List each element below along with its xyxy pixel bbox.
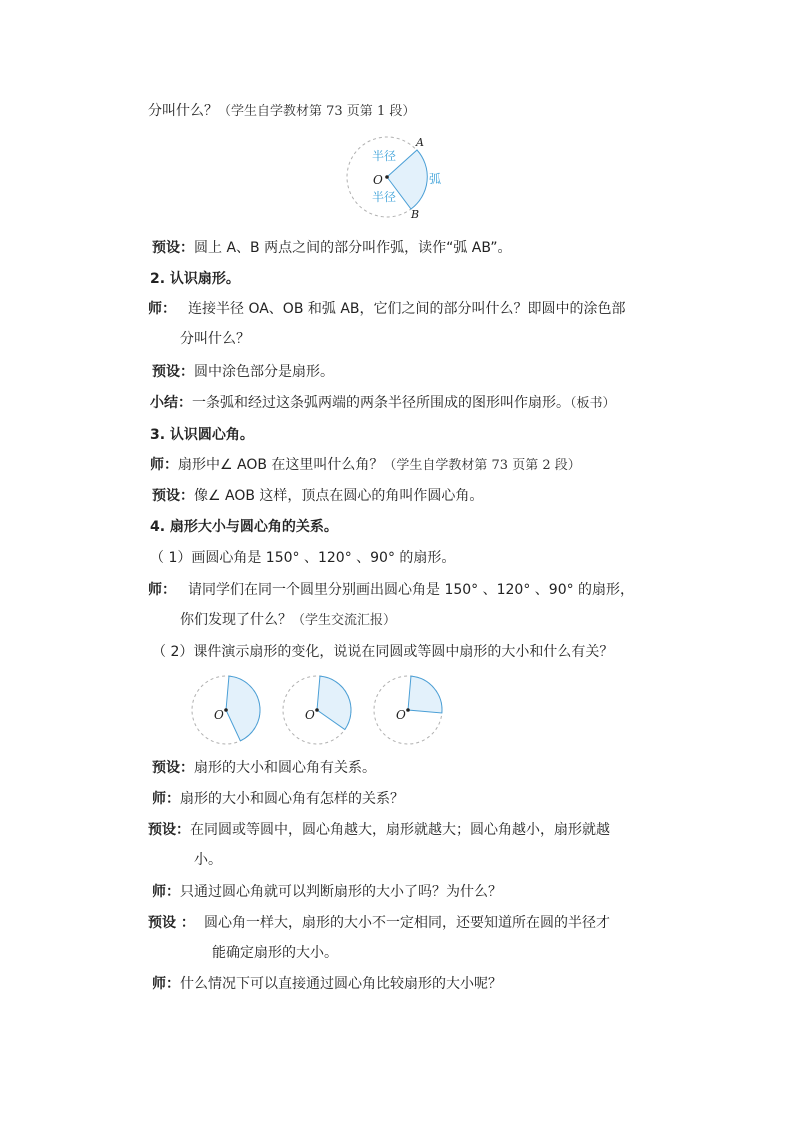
label-radius-bottom: 半径 xyxy=(372,190,397,204)
step-1: （ 1）画圆心角是 150° 、120° 、90° 的扇形。 xyxy=(150,550,456,566)
teacher-4 xyxy=(152,789,404,809)
preset-4-text: 扇形的大小和圆心角有关系。 xyxy=(194,760,376,776)
teacher-3 xyxy=(148,580,634,600)
preset-6-label: 预设 ： xyxy=(148,915,195,931)
summary-note: （板书） xyxy=(570,396,616,411)
teacher-2-text: 扇形中∠ AOB 在这里叫什么角？ xyxy=(178,457,384,473)
preset-5-line2: 小。 xyxy=(194,852,222,868)
preset-2-label: 预设： xyxy=(152,364,194,380)
teacher-1-line1: 连接半径 OA、OB 和弧 AB，它们之间的部分叫什么？即圆中的涂色部 xyxy=(188,301,626,317)
preset-1 xyxy=(152,238,511,258)
preset-4-label: 预设： xyxy=(152,760,194,776)
preset-1-label: 预设： xyxy=(152,240,194,256)
preset-5 xyxy=(148,820,610,840)
label-point-a: A xyxy=(416,136,424,149)
label-point-o: O xyxy=(373,173,383,187)
teacher-6-label: 师： xyxy=(152,976,180,992)
teacher-2-label: 师： xyxy=(150,457,178,473)
teacher-5 xyxy=(152,882,502,902)
teacher-2-note: （学生自学教材第 73 页第 2 段） xyxy=(383,458,581,473)
teacher-6-text: 什么情况下可以直接通过圆心角比较扇形的大小呢？ xyxy=(180,976,502,992)
teacher-4-label: 师： xyxy=(152,791,180,807)
teacher-6 xyxy=(152,974,502,994)
preset-5-label: 预设： xyxy=(148,822,190,838)
teacher-1 xyxy=(148,299,626,319)
preset-6 xyxy=(148,913,610,933)
preset-6-line2: 能确定扇形的大小。 xyxy=(212,945,338,961)
sector-1 xyxy=(226,676,260,741)
teacher-3-note: （学生交流汇报） xyxy=(292,613,397,628)
arc-figure-center-dot xyxy=(385,175,389,179)
preset-5-line1: 在同圆或等圆中，圆心角越大，扇形就越大；圆心角越小，扇形就越 xyxy=(190,822,610,838)
label-point-b: B xyxy=(411,208,420,221)
step-2: （ 2）课件演示扇形的变化，说说在同圆或等圆中扇形的大小和什么有关？ xyxy=(152,644,614,660)
teacher-4-text: 扇形的大小和圆心角有怎样的关系？ xyxy=(180,791,404,807)
arc-figure xyxy=(340,132,460,232)
preset-2 xyxy=(152,362,334,382)
teacher-1-label: 师： xyxy=(148,301,176,317)
preset-1-text: 圆上 A、B 两点之间的部分叫作弧，读作“弧 AB”。 xyxy=(194,240,512,256)
sector-center-dot-2 xyxy=(315,708,319,712)
preset-3 xyxy=(152,486,483,506)
teacher-3-line2-text: 你们发现了什么？ xyxy=(180,612,292,628)
summary xyxy=(150,393,616,414)
summary-label: 小结： xyxy=(150,395,192,411)
section-3-heading: 3. 认识圆心角。 xyxy=(150,427,254,443)
sector-center-dot-1 xyxy=(224,708,228,712)
label-arc: 弧 xyxy=(429,172,442,186)
sector-3 xyxy=(408,676,442,713)
teacher-5-text: 只通过圆心角就可以判断扇形的大小了吗？为什么？ xyxy=(180,884,502,900)
section-4-heading: 4. 扇形大小与圆心角的关系。 xyxy=(150,519,338,535)
summary-text: 一条弧和经过这条弧两端的两条半径所围成的图形叫作扇形。 xyxy=(192,395,570,411)
label-radius-top: 半径 xyxy=(372,149,397,163)
sector-figures xyxy=(188,673,468,755)
preset-3-text: 像∠ AOB 这样，顶点在圆心的角叫作圆心角。 xyxy=(194,488,484,504)
sector-point-o-3: O xyxy=(396,708,406,722)
sector-point-o-2: O xyxy=(305,708,315,722)
intro-note: （学生自学教材第 73 页第 1 段） xyxy=(218,104,416,119)
intro-text: 分叫什么？ xyxy=(148,103,218,119)
sector-center-dot-3 xyxy=(406,708,410,712)
preset-6-line1: 圆心角一样大，扇形的大小不一定相同，还要知道所在圆的半径才 xyxy=(204,915,610,931)
preset-2-text: 圆中涂色部分是扇形。 xyxy=(194,364,334,380)
teacher-3-line1: 请同学们在同一个圆里分别画出圆心角是 150° 、120° 、90° 的扇形， xyxy=(188,582,635,598)
teacher-2 xyxy=(150,455,581,476)
sector-point-o-1: O xyxy=(214,708,224,722)
teacher-1-line2: 分叫什么？ xyxy=(180,331,250,347)
preset-3-label: 预设： xyxy=(152,488,194,504)
sector-2 xyxy=(317,676,351,729)
teacher-3-line2 xyxy=(180,610,396,631)
teacher-3-label: 师： xyxy=(148,582,176,598)
section-2-heading: 2. 认识扇形。 xyxy=(150,271,240,287)
preset-4 xyxy=(152,758,376,778)
intro-line xyxy=(148,101,415,122)
teacher-5-label: 师： xyxy=(152,884,180,900)
